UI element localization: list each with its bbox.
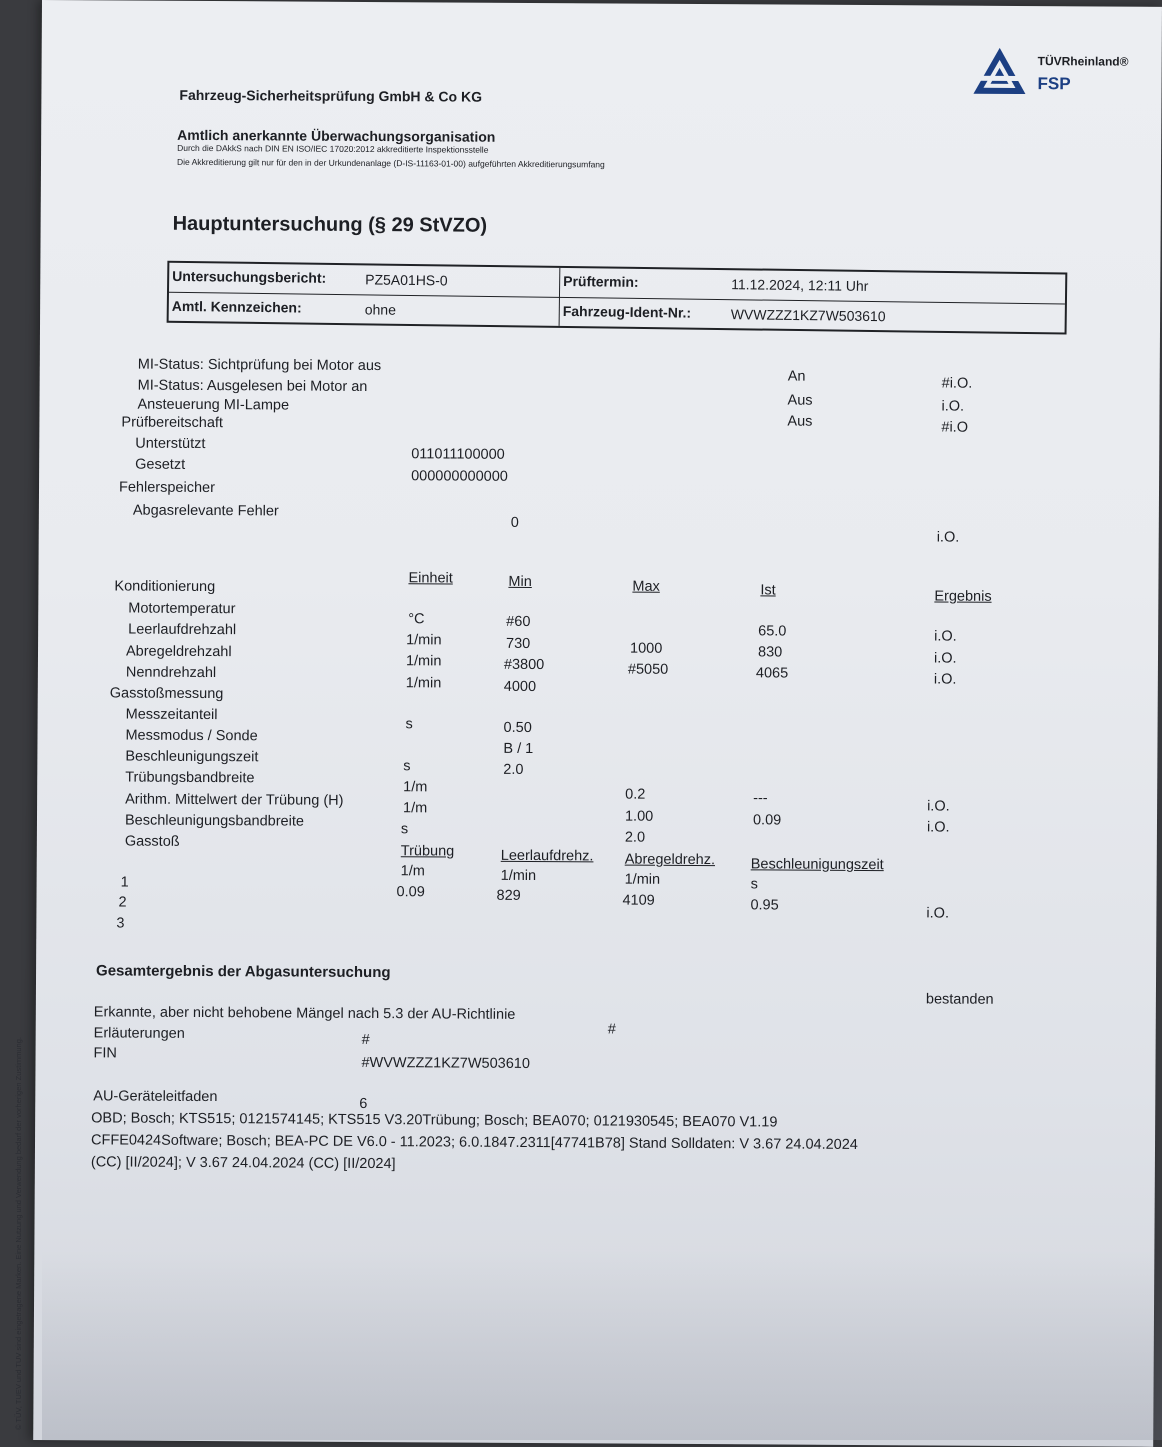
mi-sicht-value: An	[787, 368, 806, 385]
mi-sicht-result: #i.O.	[941, 375, 973, 392]
mi-lampe-value: Aus	[787, 413, 813, 430]
fin-label: Fahrzeug-Ident-Nr.:	[562, 302, 692, 321]
beschl-band-einheit: s	[400, 821, 409, 838]
sub-col-truebung: Trübung	[400, 843, 455, 860]
messmodus-min: B / 1	[503, 740, 534, 758]
col-ist: Ist	[760, 582, 776, 599]
sub-unit-truebung: 1/m	[400, 863, 425, 880]
abregel-max: #5050	[627, 661, 669, 678]
leerlauf-min: 730	[506, 635, 531, 652]
tuv-logo-icon	[971, 46, 1027, 103]
fin-value: WVWZZZ1KZ7W503610	[730, 306, 886, 325]
stoss-row-2: 2	[118, 894, 127, 911]
nenn-label: Nenndrehzahl	[125, 664, 217, 682]
mi-lampe-result: #i.O	[941, 419, 969, 436]
leerlauf-ist: 830	[757, 644, 783, 661]
kennzeichen-value: ohne	[364, 301, 397, 318]
beschl-zeit-min: 2.0	[503, 761, 524, 778]
gesamt-label: Gesamtergebnis der Abgasuntersuchung	[96, 962, 391, 982]
company-name: Fahrzeug-Sicherheitsprüfung GmbH & Co KG	[179, 86, 483, 105]
mittelwert-result: i.O.	[926, 819, 950, 836]
erlaeuterungen-value: #	[361, 1031, 370, 1049]
truebung-band-result: i.O.	[927, 798, 950, 815]
abgas-fehler-result: i.O.	[936, 529, 960, 546]
col-ergebnis: Ergebnis	[934, 588, 992, 605]
gesetzt-label: Gesetzt	[135, 456, 186, 473]
pruefbereitschaft-label: Prüfbereitschaft	[121, 414, 224, 432]
messzeit-min: 0.50	[503, 719, 532, 737]
beschl-band-label: Beschleunigungsbandbreite	[124, 812, 305, 830]
kennzeichen-label: Amtl. Kennzeichen:	[171, 297, 302, 316]
messmodus-label: Messmodus / Sonde	[125, 727, 258, 745]
nenn-result: i.O.	[933, 671, 957, 688]
mi-ausgelesen-result: i.O.	[941, 398, 965, 415]
beschl-band-max: 2.0	[624, 829, 646, 846]
report-header-box	[167, 261, 1068, 335]
geraete-line-3: (CC) [II/2024]; V 3.67 24.04.2024 (CC) [II/2024]	[90, 1154, 396, 1173]
motortemp-label: Motortemperatur	[128, 600, 236, 618]
leerlauf-label: Leerlaufdrehzahl	[128, 621, 237, 639]
leerlauf-max: 1000	[630, 640, 663, 657]
maengel-label: Erkannte, aber nicht behobene Mängel nach 5.3 der AU-Richtlinie	[93, 1004, 516, 1023]
stoss-abregel-value: 4109	[622, 892, 655, 909]
mittelwert-einheit: 1/m	[403, 800, 428, 817]
termin-value: 11.12.2024, 12:11 Uhr	[731, 276, 869, 294]
page-title: Hauptuntersuchung (§ 29 StVZO)	[172, 212, 488, 237]
stoss-beschl-value: 0.95	[750, 897, 779, 914]
mittelwert-label: Arithm. Mittelwert der Trübung (H)	[125, 791, 344, 809]
bericht-label: Untersuchungsbericht:	[172, 267, 327, 286]
truebung-band-ist: ---	[753, 790, 768, 807]
stoss-row-3: 3	[116, 915, 125, 932]
gasstoss-messung-label: Gasstoßmessung	[109, 685, 224, 703]
mittelwert-max: 1.00	[624, 808, 654, 825]
mi-lampe-label: Ansteuerung MI-Lampe	[137, 396, 290, 414]
sub-unit-leerlauf: 1/min	[500, 867, 537, 885]
mi-sicht-label: MI-Status: Sichtprüfung bei Motor aus	[137, 356, 382, 375]
gasstoss-label: Gasstoß	[124, 833, 180, 850]
unterstuetzt-label: Unterstützt	[135, 435, 206, 453]
truebung-band-einheit: 1/m	[403, 779, 428, 796]
abgas-fehler-label: Abgasrelevante Fehler	[132, 502, 279, 520]
geraete-line-1: OBD; Bosch; KTS515; 0121574145; KTS515 V3.20Trübung; Bosch; BEA070; 0121930545; BEA070 V1.19	[91, 1110, 778, 1131]
accreditation-line-1: Durch die DAkkS nach DIN EN ISO/IEC 17020:2012 akkreditierte Inspektionsstelle	[177, 142, 489, 155]
abgas-fehler-value: 0	[510, 514, 519, 531]
sub-col-leerlauf: Leerlaufdrehz.	[500, 847, 594, 865]
gesetzt-value: 000000000000	[411, 468, 508, 485]
sub-unit-abregel: 1/min	[624, 871, 661, 888]
messzeit-label: Messzeitanteil	[125, 706, 218, 724]
logo-fsp-text: FSP	[1037, 74, 1071, 94]
termin-label: Prüftermin:	[563, 272, 639, 290]
fehlerspeicher-label: Fehlerspeicher	[118, 479, 215, 497]
stoss-result: i.O.	[926, 905, 950, 922]
leitfaden-label: AU-Geräteleitfaden	[93, 1088, 218, 1106]
side-copyright-note: © TÜV, TUEV und TUV sind eingetragene Marken. Eine Nutzung und Verwendung bedarf der vorherigen Zustimmung.	[14, 1037, 23, 1430]
logo-brand-text: TÜVRheinland®	[1037, 54, 1129, 69]
gesamt-value: bestanden	[925, 991, 994, 1008]
leerlauf-result: i.O.	[934, 628, 957, 645]
maengel-value: #	[607, 1021, 616, 1038]
col-min: Min	[508, 573, 532, 591]
summary-fin-label: FIN	[93, 1045, 117, 1062]
abregel-result: i.O.	[933, 650, 957, 667]
abregel-ist: 4065	[755, 665, 789, 682]
summary-fin-value: #WVWZZZ1KZ7W503610	[361, 1054, 530, 1073]
leitfaden-value: 6	[359, 1095, 368, 1113]
messzeit-einheit: s	[405, 716, 413, 733]
beschl-zeit-label: Beschleunigungszeit	[125, 748, 259, 766]
nenn-min: 4000	[503, 678, 537, 696]
mittelwert-ist: 0.09	[752, 812, 782, 829]
leerlauf-einheit: 1/min	[406, 632, 442, 649]
accreditation-line-2: Die Akkreditierung gilt nur für den in der Urkundenanlage (D-IS-11163-01-00) aufgeführten Akkreditierungsumfang	[176, 156, 605, 170]
motortemp-ist: 65.0	[758, 623, 787, 640]
sub-col-beschl: Beschleunigungszeit	[750, 856, 884, 874]
mi-ausgelesen-value: Aus	[787, 392, 813, 409]
motortemp-min: #60	[506, 613, 531, 630]
col-einheit: Einheit	[408, 570, 453, 587]
mi-ausgelesen-label: MI-Status: Ausgelesen bei Motor an	[137, 377, 368, 395]
nenn-einheit: 1/min	[405, 675, 442, 692]
abregel-label: Abregeldrehzahl	[125, 643, 232, 661]
beschl-zeit-einheit: s	[403, 758, 411, 775]
konditionierung-label: Konditionierung	[114, 578, 216, 596]
erlaeuterungen-label: Erläuterungen	[93, 1025, 185, 1042]
document-page	[33, 0, 1162, 1447]
stoss-truebung-value: 0.09	[396, 884, 425, 901]
abregel-einheit: 1/min	[405, 653, 442, 670]
sub-unit-beschl: s	[750, 876, 758, 893]
unterstuetzt-value: 011011100000	[411, 446, 505, 463]
sub-col-abregel: Abregeldrehz.	[624, 851, 716, 869]
org-title: Amtlich anerkannte Überwachungsorganisation	[177, 126, 496, 145]
stoss-row-1: 1	[120, 874, 129, 891]
bericht-value: PZ5A01HS-0	[365, 271, 448, 289]
stoss-leerlauf-value: 829	[496, 887, 521, 904]
motortemp-einheit: °C	[408, 611, 425, 628]
truebung-band-label: Trübungsbandbreite	[125, 769, 255, 787]
geraete-line-2: CFFE0424Software; Bosch; BEA-PC DE V6.0 - 11.2023; 6.0.1847.2311[47741B78] Stand Solldaten: V 3.67 24.04.2024	[90, 1132, 858, 1154]
truebung-band-max: 0.2	[625, 786, 646, 803]
col-max: Max	[632, 578, 660, 595]
abregel-min: #3800	[503, 656, 545, 674]
